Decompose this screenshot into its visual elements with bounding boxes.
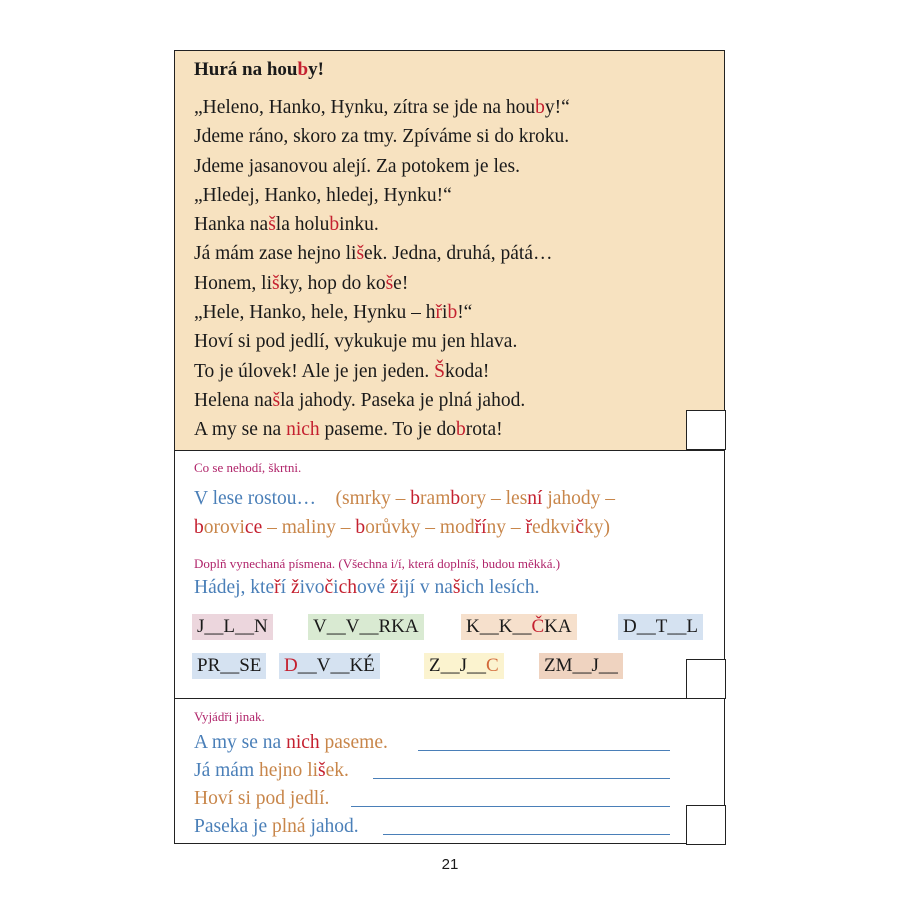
- text-segment: i: [442, 302, 448, 324]
- text-segment: – maliny –: [262, 517, 356, 538]
- score-box-2[interactable]: [686, 659, 726, 699]
- text-segment: ř: [435, 302, 443, 324]
- text-segment: nich: [286, 732, 320, 753]
- word-card-5[interactable]: [192, 653, 266, 679]
- reading-panel: [175, 51, 724, 451]
- rephrase-row-2: [194, 760, 349, 782]
- text-segment: A my se na: [194, 419, 287, 441]
- text-segment: Hádej, kte: [194, 577, 275, 598]
- text-segment: ní: [527, 488, 543, 509]
- text-segment: Já mám zase hejno li: [194, 243, 357, 265]
- word-card-8[interactable]: [539, 653, 623, 679]
- text-segment: š: [318, 760, 326, 781]
- answer-line-3[interactable]: [351, 806, 670, 807]
- text-segment: č: [324, 577, 334, 598]
- text-segment: V__V__RKA: [313, 616, 419, 637]
- text-segment: la holu: [275, 214, 330, 236]
- rephrase-panel: [175, 699, 724, 845]
- text-segment: Š: [434, 360, 446, 382]
- instruction-cross-out: Co se nehodí, škrtni.: [194, 460, 302, 475]
- text-segment: č: [575, 517, 584, 538]
- text-segment: ch: [338, 577, 357, 598]
- rephrase-row-4: [194, 816, 359, 838]
- text-segment: li: [307, 760, 319, 781]
- word-card-6[interactable]: [279, 653, 380, 679]
- text-segment: Helena na: [194, 389, 273, 411]
- text-segment: e!: [393, 272, 409, 294]
- text-segment: í: [280, 577, 291, 598]
- text-segment: Hoví si pod jedlí.: [194, 788, 330, 809]
- text-segment: ivo: [299, 577, 325, 598]
- text-segment: la jahody. Paseka je plná jahod.: [280, 389, 526, 411]
- text-segment: !“: [457, 302, 473, 324]
- text-segment: ř: [274, 577, 281, 598]
- story-line: [194, 93, 570, 122]
- text-segment: š: [385, 272, 394, 294]
- story-line: [194, 122, 570, 151]
- story-line: [194, 210, 570, 239]
- text-segment: jahody –: [542, 488, 616, 509]
- text-segment: i: [333, 577, 339, 598]
- word-card-3[interactable]: [461, 614, 577, 640]
- cross-out-sentence: [194, 484, 615, 542]
- text-segment: A my se na: [194, 732, 287, 753]
- text-segment: koda!: [445, 360, 490, 382]
- text-segment: hejno: [258, 760, 308, 781]
- text-segment: b: [447, 302, 458, 324]
- text-segment: rota!: [465, 419, 503, 441]
- answer-line-1[interactable]: [418, 750, 670, 751]
- instruction-fill-letters: Doplň vynechaná písmena. (Všechna i/í, která doplníš, budou měkká.): [194, 556, 561, 571]
- text-segment: ek.: [325, 760, 349, 781]
- worksheet: [174, 50, 725, 844]
- text-segment: Hoví si pod jedlí, vykukuje mu jen hlava.: [194, 331, 518, 353]
- text-segment: ek. Jedna, druhá, pátá…: [364, 243, 553, 265]
- text-segment: K__K__: [466, 616, 532, 637]
- text-segment: C: [486, 655, 499, 676]
- text-segment: D__T__L: [623, 616, 698, 637]
- word-card-4[interactable]: [618, 614, 703, 640]
- story-line: [194, 386, 570, 415]
- text-segment: To je úlovek! Ale je jen jeden.: [194, 360, 435, 382]
- text-segment: [316, 488, 336, 509]
- story-line: [194, 152, 570, 181]
- text-segment: J__L__N: [197, 616, 268, 637]
- word-card-2[interactable]: [308, 614, 424, 640]
- text-segment: Č: [531, 616, 545, 637]
- text-segment: Hanka na: [194, 214, 269, 236]
- story-line: [194, 327, 570, 356]
- text-segment: ijí v na: [398, 577, 453, 598]
- text-segment: ce: [244, 517, 263, 538]
- fill-letters-sentence: [194, 577, 540, 599]
- text-segment: ory – les: [460, 488, 528, 509]
- text-segment: inku.: [339, 214, 379, 236]
- story-line: [194, 181, 570, 210]
- page-number: 21: [441, 856, 459, 873]
- text-segment: paseme.: [324, 732, 388, 753]
- text-segment: ram: [420, 488, 451, 509]
- text-segment: ky, hop do ko: [279, 272, 386, 294]
- text-segment: ich lesích.: [460, 577, 540, 598]
- text-segment: b: [456, 419, 466, 441]
- text-segment: b: [535, 97, 545, 118]
- text-segment: Jdeme ráno, skoro za tmy. Zpíváme si do kroku.: [194, 126, 570, 148]
- instruction-rephrase: Vyjádři jinak.: [194, 709, 265, 724]
- text-segment: b: [194, 517, 204, 538]
- text-segment: ky): [583, 517, 610, 538]
- rephrase-row-3: [194, 788, 329, 810]
- text-segment: „Hele, Hanko, hele, Hynku – h: [194, 302, 436, 324]
- text-segment: š: [452, 577, 461, 598]
- text-segment: ř: [525, 517, 532, 538]
- text-segment: y!“: [544, 97, 570, 118]
- answer-line-4[interactable]: [383, 834, 670, 835]
- answer-line-2[interactable]: [373, 778, 670, 779]
- text-segment: orovi: [203, 517, 245, 538]
- text-segment: š: [272, 389, 281, 411]
- cross-out-line: [194, 513, 615, 542]
- text-segment: Z__J__: [429, 655, 486, 676]
- text-segment: b: [355, 517, 366, 538]
- story-line: [194, 415, 570, 444]
- text-segment: jahod.: [305, 816, 359, 837]
- text-segment: (smrky –: [335, 488, 411, 509]
- text-segment: b: [329, 214, 340, 236]
- story-line: [194, 239, 570, 268]
- text-segment: ZM__J__: [544, 655, 618, 676]
- text-segment: orůvky – mod: [365, 517, 475, 538]
- story-line: [194, 269, 570, 298]
- text-segment: „Heleno, Hanko, Hynku, zítra se jde na hou: [194, 97, 536, 118]
- text-segment: š: [356, 243, 365, 265]
- text-segment: paseme. To je do: [319, 419, 457, 441]
- text-segment: PR__SE: [197, 655, 262, 676]
- story-line: [194, 298, 570, 327]
- text-segment: š: [268, 214, 276, 236]
- word-card-1[interactable]: [192, 614, 273, 640]
- text-segment: ž: [390, 577, 399, 598]
- text-segment: nich: [286, 419, 320, 441]
- story-line: [194, 357, 570, 386]
- text-segment: KA: [544, 616, 572, 637]
- text-segment: „Hledej, Hanko, hledej, Hynku!“: [194, 184, 452, 206]
- story-text: [194, 93, 570, 445]
- text-segment: b: [410, 488, 421, 509]
- story-title: Hurá na houby!: [194, 59, 324, 80]
- score-box-1[interactable]: [686, 410, 726, 450]
- word-card-7[interactable]: [424, 653, 504, 679]
- text-segment: edkvi: [532, 517, 576, 538]
- rephrase-row-1: [194, 732, 388, 754]
- text-segment: Paseka je: [194, 816, 272, 837]
- text-segment: D: [284, 655, 298, 676]
- text-segment: b: [450, 488, 461, 509]
- text-segment: plná: [271, 816, 306, 837]
- text-segment: ž: [290, 577, 300, 598]
- cross-out-line: [194, 484, 615, 513]
- text-segment: ny –: [486, 517, 526, 538]
- text-segment: Jdeme jasanovou alejí. Za potokem je les.: [194, 155, 520, 177]
- text-segment: š: [272, 272, 280, 294]
- text-segment: Já mám: [194, 760, 259, 781]
- score-box-3[interactable]: [686, 805, 726, 845]
- text-segment: ové: [357, 577, 391, 598]
- text-segment: __V__KÉ: [297, 655, 375, 676]
- text-segment: V lese rostou…: [194, 488, 317, 509]
- exercise-panel: [175, 451, 724, 699]
- text-segment: Honem, li: [194, 272, 272, 294]
- text-segment: ří: [474, 517, 487, 538]
